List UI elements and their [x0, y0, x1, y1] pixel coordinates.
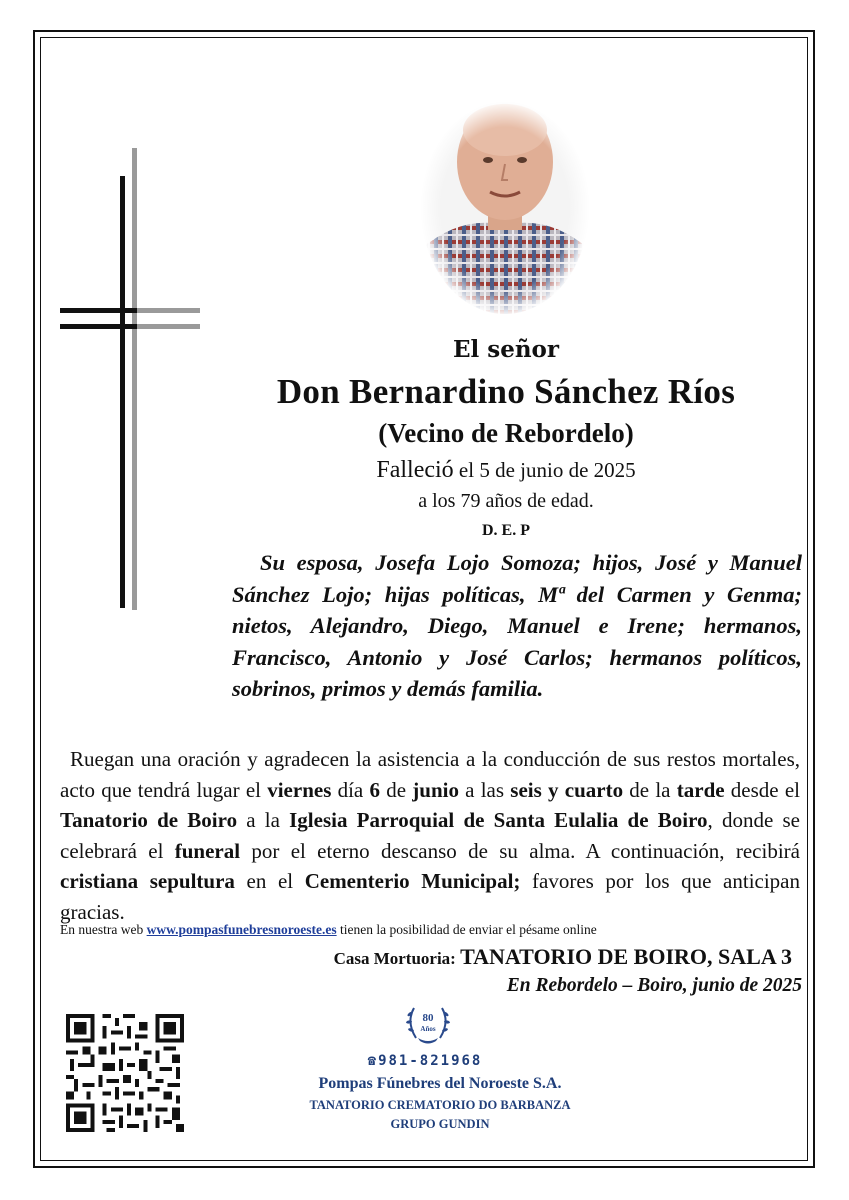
company-name: Pompas Fúnebres del Noroeste S.A. — [318, 1075, 562, 1092]
casa-mortuoria — [60, 944, 792, 970]
age-line: a los 79 años de edad. — [418, 490, 594, 512]
web-note: En nuestra web www.pompasfunebresnoroeste.es tienen la posibilidad de enviar el pésame online — [60, 922, 597, 937]
dep-line: D. E. P — [482, 522, 530, 539]
cross-icon — [60, 148, 200, 610]
fallecio-date: el 5 de junio de 2025 — [458, 458, 636, 482]
casa-label: Casa Mortuoria: — [333, 949, 461, 968]
website-link[interactable]: www.pompasfunebresnoroeste.es — [146, 922, 337, 937]
deceased-name: Don Bernardino Sánchez Ríos — [276, 372, 736, 411]
place-date: En Rebordelo – Boiro, junio de 2025 — [506, 975, 802, 996]
portrait-photo — [420, 100, 590, 315]
residence-note: (Vecino de Rebordelo) — [378, 418, 634, 448]
svg-text:Años: Años — [420, 1025, 436, 1033]
death-date — [230, 457, 782, 484]
qr-code[interactable] — [66, 1014, 184, 1132]
crematorio-name: TANATORIO CREMATORIO DO BARBANZA — [309, 1098, 571, 1112]
family-paragraph: Su esposa, Josefa Lojo Somoza; hijos, José y Manuel Sánchez Lojo; hijas políticas, Mª del Carmen y Genma; nietos, Alejandro, Diego, Manuel e Irene; hermanos, Francisco, Antonio y José Carlos; hermanos políticos, sobrinos, primos y demás familia. — [232, 550, 802, 701]
grupo-name: GRUPO GUNDIN — [390, 1117, 490, 1131]
intro-title: El señor — [452, 336, 560, 363]
ceremony-paragraph: Ruegan una oración y agradecen la asistencia a la conducción de sus restos mortales, acto que tendrá lugar el viernes día 6 de junio a las seis y cuarto de la tarde desde el Tanatorio de Boiro a la Iglesia Parroquial de Santa Eulalia de Boiro, donde se celebrará el funeral por el eterno descanso de su alma. A continuación, recibirá cristiana sepultura en el Cementerio Municipal; favores por los que anticipan gracias. — [60, 747, 801, 924]
phone-number: ☎981-821968 — [367, 1053, 483, 1069]
anniversary-emblem-icon — [404, 1000, 452, 1046]
svg-text:80: 80 — [422, 1012, 434, 1024]
casa-value: TANATORIO DE BOIRO, SALA 3 — [460, 944, 792, 969]
fallecio-word: Falleció — [376, 457, 454, 483]
phone-icon: ☎ — [367, 1053, 379, 1069]
